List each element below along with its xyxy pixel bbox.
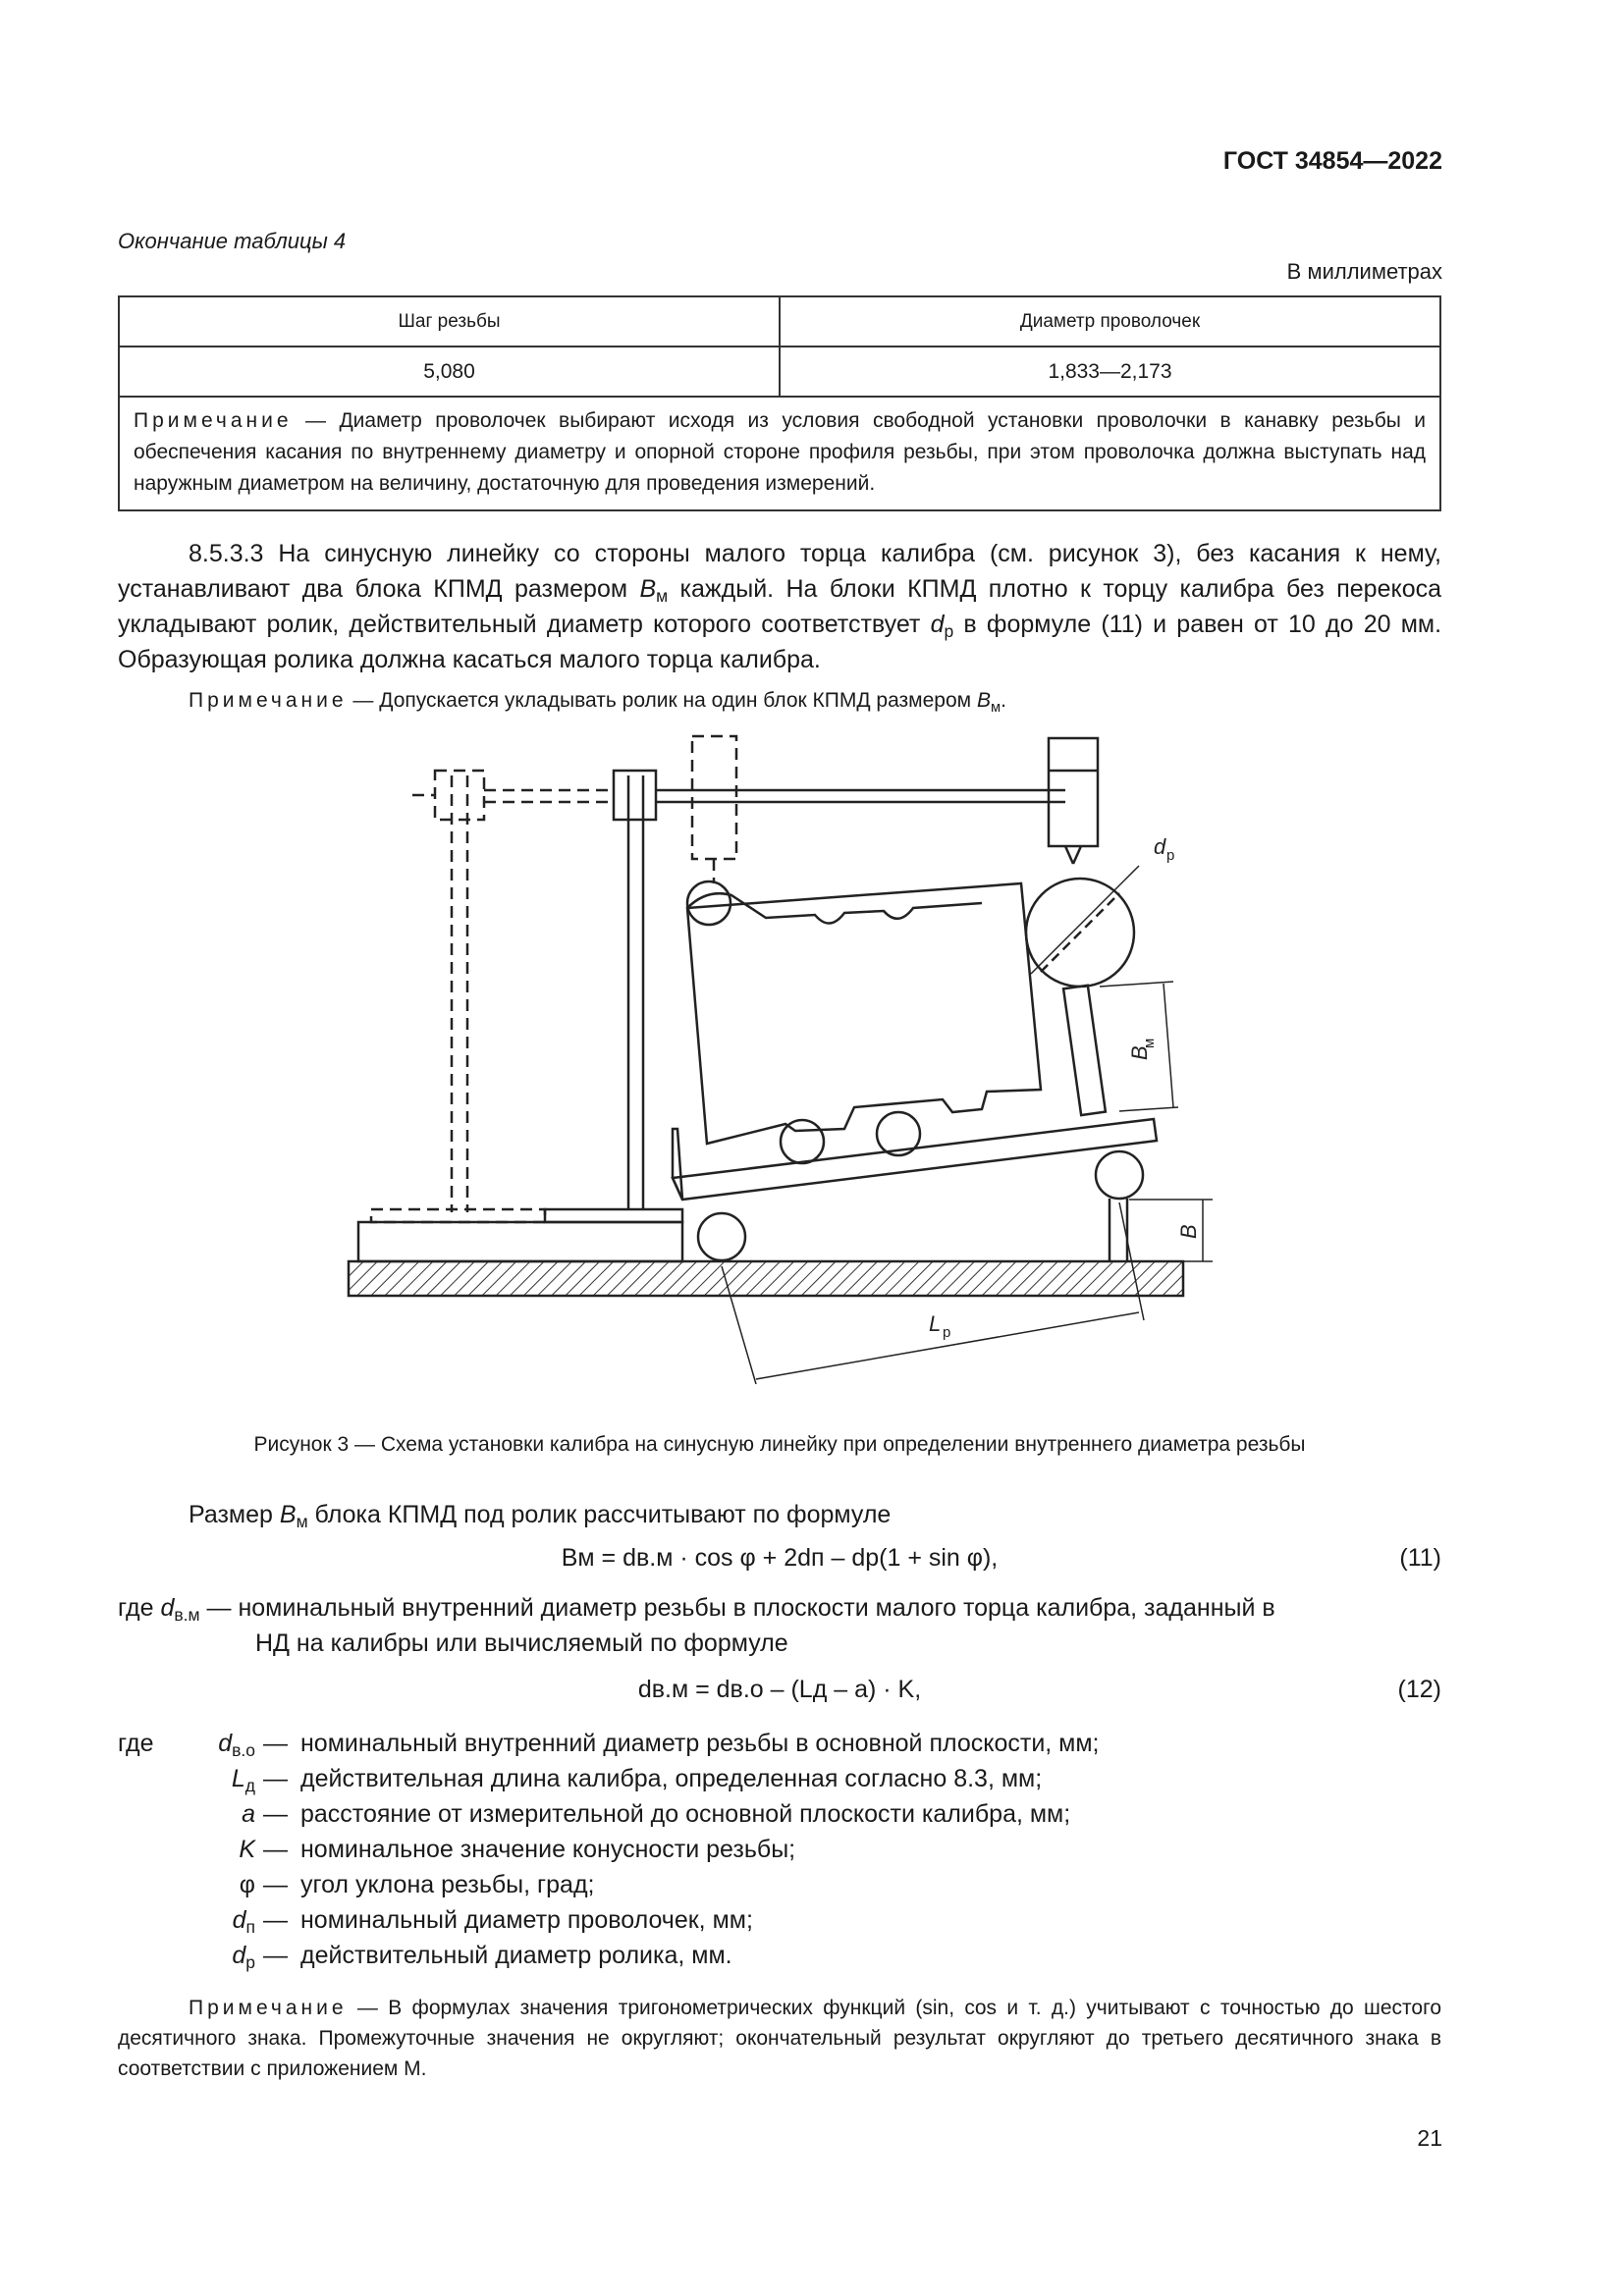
dash: — — [263, 1942, 288, 1969]
page-number: 21 — [1417, 2125, 1442, 2151]
paragraph-text: в формуле (11) и равен от 10 до 20 мм. Образующая ролика должна касаться малого торца калибра. — [118, 611, 1442, 673]
symbol: d — [930, 611, 945, 638]
formula-intro — [189, 1497, 1441, 1532]
label-bm-sub: м — [1141, 1038, 1158, 1048]
table-row — [119, 347, 1440, 397]
dash: — — [263, 1730, 288, 1757]
label-dp: d — [1154, 834, 1166, 859]
symbol-subscript: р — [245, 1952, 255, 1972]
symbol: d — [232, 1906, 246, 1934]
formula-12-body: dв.м = dв.о – (Lд – a) · K, — [637, 1676, 922, 1703]
section-paragraph — [118, 536, 1441, 677]
table-units: В миллиметрах — [1286, 259, 1442, 284]
symbol: B — [639, 575, 657, 603]
note-label: Примечание — [134, 409, 293, 432]
section-note — [189, 685, 1441, 716]
where-clause-1 — [118, 1590, 1441, 1626]
label-b: B — [1176, 1224, 1201, 1239]
definition-text: расстояние от измерительной до основной плоскости калибра, мм; — [300, 1800, 1071, 1828]
symbol: K — [239, 1836, 255, 1863]
sine-bar — [673, 1119, 1157, 1200]
definition-text: действительная длина калибра, определенная согласно 8.3, мм; — [300, 1765, 1043, 1792]
note-label: Примечание — [189, 689, 348, 712]
formula-12-number: (12) — [1397, 1676, 1441, 1703]
symbol-subscript: м — [990, 700, 1001, 716]
formula-11-number: (11) — [1399, 1544, 1441, 1572]
paragraph-text: — номинальный внутренний диаметр резьбы в плоскости малого торца калибра, заданный в — [199, 1594, 1275, 1622]
dash: — — [263, 1765, 288, 1792]
symbol-subscript: в.м — [174, 1605, 200, 1625]
formula-12 — [118, 1676, 1441, 1711]
paragraph-text: блока КПМД под ролик рассчитывают по формуле — [307, 1501, 892, 1528]
dash: — — [263, 1836, 288, 1863]
symbol-subscript: д — [244, 1776, 255, 1795]
where-label-2: где — [118, 1730, 154, 1757]
symbol: d — [218, 1730, 233, 1757]
left-table — [358, 1222, 682, 1261]
column-header: Шаг резьбы — [119, 296, 780, 347]
note-text: . — [1001, 689, 1006, 712]
roller-right — [1096, 1151, 1143, 1199]
symbol-subscript: м — [656, 586, 669, 606]
symbol-subscript: м — [296, 1512, 308, 1531]
symbol: B — [976, 689, 991, 712]
where-clause-1-cont: НД на калибры или вычисляемый по формуле — [255, 1629, 788, 1657]
table-cell: 1,833—2,173 — [780, 347, 1440, 397]
formula-11 — [118, 1544, 1441, 1579]
column-header: Диаметр проволочек — [780, 296, 1440, 347]
label-lp: L — [929, 1311, 942, 1336]
base-plate — [349, 1261, 1183, 1296]
label-dp-sub: р — [1166, 847, 1175, 864]
symbol: a — [242, 1800, 255, 1828]
final-note — [118, 1993, 1441, 2084]
label-lp-sub: р — [943, 1324, 951, 1341]
thread-gauge — [687, 883, 1041, 1144]
figure-caption: Рисунок 3 — Схема установки калибра на синусную линейку при определении внутреннего диаметра резьбы — [253, 1433, 1306, 1456]
note-text: — Диаметр проволочек выбирают исходя из условия свободной установки проволочки в канавку резьбы и обеспечения касания по внутреннему диаметру и опорной стороне профиля резьбы, при этом проволочка должна выступать над наружным диаметром на величину, достаточную для проведения измерений. — [134, 409, 1426, 495]
symbol-subscript: р — [944, 621, 954, 641]
definition-text: номинальный внутренний диаметр резьбы в основной плоскости, мм; — [300, 1730, 1100, 1757]
definition-text: номинальное значение конусности резьбы; — [300, 1836, 796, 1863]
paragraph-text: Размер — [189, 1501, 280, 1528]
symbol: d — [160, 1594, 175, 1622]
label-bm: B — [1127, 1045, 1152, 1060]
definition-text: номинальный диаметр проволочек, мм; — [300, 1906, 753, 1934]
definition-text: действительный диаметр ролика, мм. — [300, 1942, 732, 1969]
table-title: Окончание таблицы 4 — [118, 229, 347, 253]
note-label: Примечание — [189, 1997, 348, 2019]
paragraph-text: 8.5.3.3 На синусную линейку со стороны малого торца калибра (см. рисунок 3), без касания к нему, устанавливают два блока КПМД размером — [118, 540, 1441, 603]
symbol-subscript: в.о — [232, 1740, 255, 1760]
paragraph-text: где — [118, 1594, 161, 1622]
formula-11-body: Bм = dв.м · cos φ + 2dп – dр(1 + sin φ), — [561, 1544, 999, 1572]
symbol: φ — [239, 1871, 255, 1898]
symbol-subscript: п — [245, 1917, 255, 1937]
symbol: B — [279, 1501, 297, 1528]
definition-text: угол уклона резьбы, град; — [300, 1871, 595, 1898]
symbol: L — [231, 1765, 245, 1792]
thread-table — [118, 295, 1441, 511]
dash: — — [263, 1800, 288, 1828]
figure-3-diagram — [334, 721, 1201, 1399]
roller-left — [698, 1213, 745, 1260]
dash: — — [263, 1871, 288, 1898]
note-text: — В формулах значения тригонометрических функций (sin, cos и т. д.) учитывают с точностью до шестого десятичного знака. Промежуточные значения не округляют; окончательный результат округляют до третьего десятичного знака в соответствии с приложением М. — [118, 1997, 1441, 2080]
symbol: d — [232, 1942, 246, 1969]
standard-number: ГОСТ 34854—2022 — [1222, 147, 1442, 175]
table-cell: 5,080 — [119, 347, 780, 397]
table-note — [119, 397, 1440, 510]
dash: — — [263, 1906, 288, 1934]
paragraph-text: каждый. На блоки КПМД плотно к торцу калибра без перекоса укладывают ролик, действительный диаметр которого соответствует — [118, 575, 1441, 638]
note-text: — Допускается укладывать ролик на один блок КПМД размером — [347, 689, 977, 712]
